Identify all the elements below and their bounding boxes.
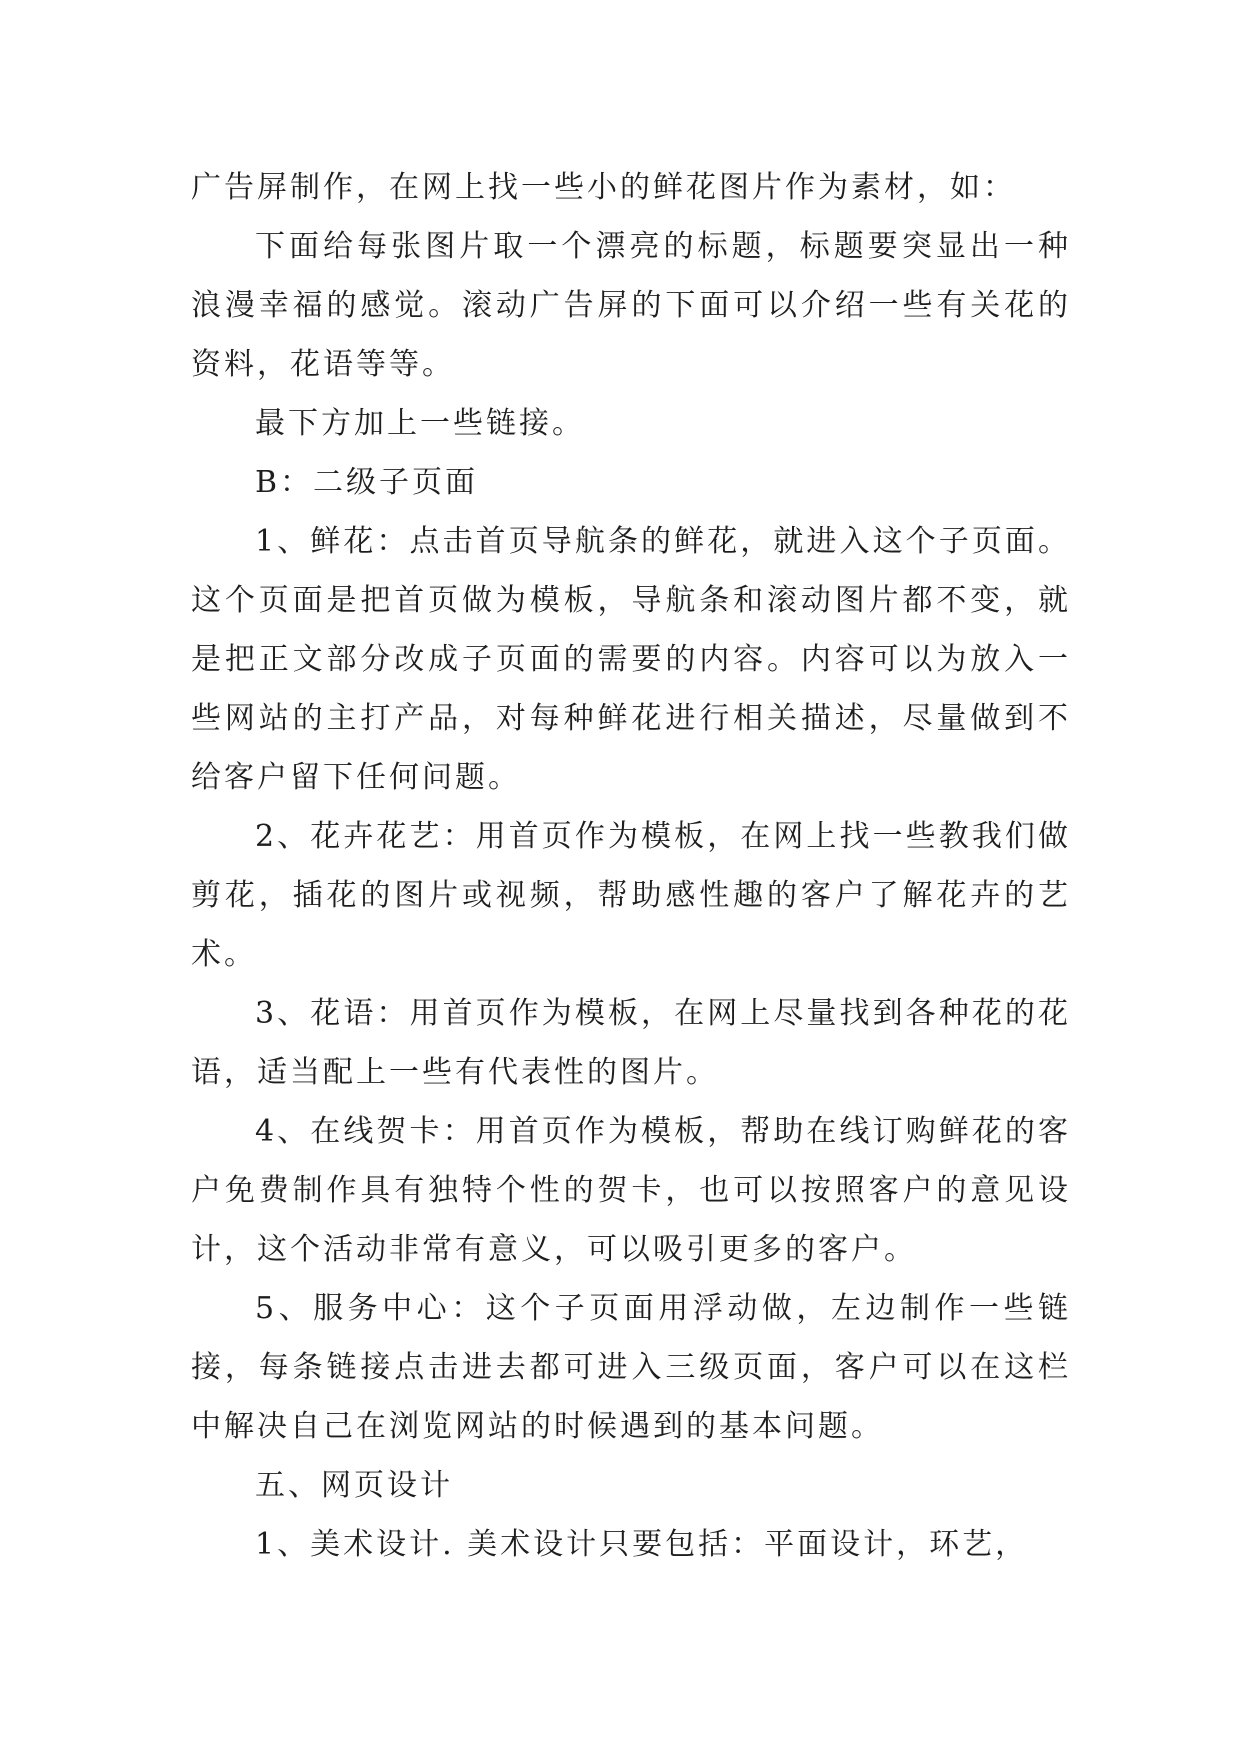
paragraph: 2、花卉花艺：用首页作为模板，在网上找一些教我们做剪花，插花的图片或视频，帮助感性趣的客户了解花卉的艺术。 bbox=[191, 819, 1071, 972]
section-heading: 五、网页设计 bbox=[255, 1468, 453, 1503]
document-body bbox=[191, 158, 1071, 1574]
paragraph: 下面给每张图片取一个漂亮的标题，标题要突显出一种浪漫幸福的感觉。滚动广告屏的下面可以介绍一些有关花的资料，花语等等。 bbox=[191, 229, 1071, 382]
paragraph: 1、美术设计. 美术设计只要包括：平面设计，环艺， bbox=[255, 1527, 1029, 1562]
paragraph-continuation: 广告屏制作，在网上找一些小的鲜花图片作为素材，如： bbox=[191, 170, 1016, 205]
paragraph: 5、服务中心：这个子页面用浮动做，左边制作一些链接，每条链接点击进去都可进入三级页面，客户可以在这栏中解决自己在浏览网站的时候遇到的基本问题。 bbox=[191, 1291, 1071, 1444]
section-heading: B：二级子页面 bbox=[255, 465, 479, 500]
paragraph: 3、花语：用首页作为模板，在网上尽量找到各种花的花语，适当配上一些有代表性的图片。 bbox=[191, 996, 1071, 1090]
paragraph: 1、鲜花：点击首页导航条的鲜花，就进入这个子页面。这个页面是把首页做为模板，导航条和滚动图片都不变，就是把正文部分改成子页面的需要的内容。内容可以为放入一些网站的主打产品，对每种鲜花进行相关描述，尽量做到不给客户留下任何问题。 bbox=[191, 524, 1071, 795]
paragraph: 4、在线贺卡：用首页作为模板，帮助在线订购鲜花的客户免费制作具有独特个性的贺卡，也可以按照客户的意见设计，这个活动非常有意义，可以吸引更多的客户。 bbox=[191, 1114, 1071, 1267]
paragraph: 最下方加上一些链接。 bbox=[255, 406, 585, 441]
